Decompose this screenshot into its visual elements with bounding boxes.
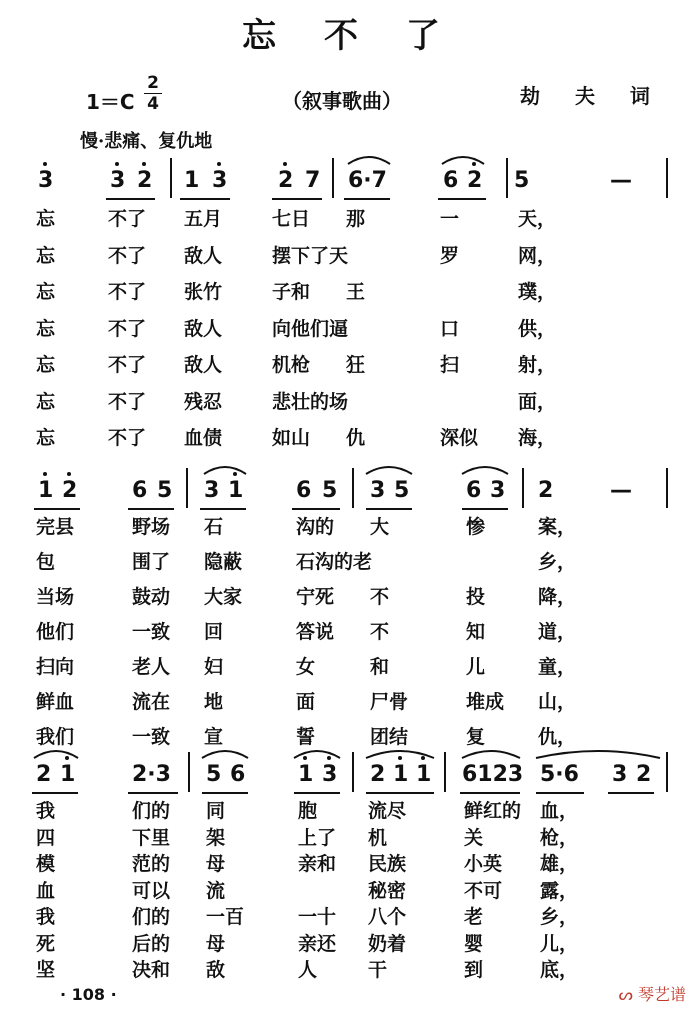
beam-line — [128, 792, 178, 794]
octave-dot — [303, 756, 307, 760]
lyric-syllable: 下里 — [132, 826, 171, 849]
lyric-syllable: 鼓动 — [132, 586, 171, 608]
lyric-syllable: 母 — [206, 853, 226, 875]
lyric-syllable: 儿， — [540, 932, 579, 955]
lyric-syllable: 枪， — [540, 826, 579, 849]
note: 3 — [370, 478, 386, 503]
note: 5 — [394, 478, 410, 503]
note: 1 — [60, 762, 76, 787]
lyric-syllable: 誓 — [296, 726, 316, 748]
lyric-syllable: 八个 — [368, 906, 407, 928]
slur — [202, 751, 248, 758]
bar-line — [352, 752, 354, 792]
bar-line — [352, 468, 354, 508]
lyric-syllable: 范的 — [132, 853, 171, 875]
lyric-syllable: 亲还 — [298, 932, 337, 955]
watermark-logo — [619, 982, 686, 1005]
lyric-syllable: 敌 — [206, 959, 226, 981]
note: 2 — [636, 762, 652, 787]
lyric-syllable: 面， — [518, 390, 557, 413]
lyric-syllable: 忘 — [36, 281, 56, 303]
lyric-syllable: 不了 — [108, 208, 147, 230]
lyric-syllable: 底， — [540, 959, 579, 981]
key-signature: 1＝C — [86, 90, 135, 114]
watermark-text: 琴艺谱 — [637, 985, 686, 1004]
beam-line — [366, 792, 434, 794]
bar-line — [666, 158, 668, 198]
lyric-syllable: 野场 — [132, 516, 171, 538]
lyric-syllable: 秘密 — [368, 879, 407, 902]
lyric-syllable: 沟的 — [296, 516, 335, 538]
lyric-syllable: 决和 — [132, 959, 171, 981]
lyric-syllable: 扫向 — [36, 656, 75, 678]
bar-line — [522, 468, 524, 508]
lyric-syllable: 仇 — [346, 427, 366, 449]
lyric-syllable: 如山 — [272, 427, 311, 449]
lyric-syllable: 不了 — [108, 244, 147, 267]
time-signature-top: 2 — [147, 73, 159, 93]
lyricist-credit: 劫 夫 词 — [520, 84, 664, 108]
note: 3 — [322, 762, 338, 787]
note: 6·7 — [348, 168, 387, 193]
lyric-syllable: 不了 — [108, 281, 147, 303]
watermark-icon: ᔕ — [618, 985, 633, 1004]
slur — [294, 751, 340, 758]
octave-dot — [115, 162, 119, 166]
lyric-syllable: 儿 — [466, 656, 486, 678]
lyric-syllable: 山， — [538, 691, 577, 713]
beam-line — [292, 508, 340, 510]
lyric-syllable: 不可 — [464, 879, 503, 902]
note: 2 — [137, 168, 153, 193]
lyric-syllable: 母 — [206, 932, 226, 955]
page-number: · 108 · — [60, 985, 117, 1004]
lyric-syllable: 鲜血 — [36, 691, 75, 713]
note: 5 — [206, 762, 222, 787]
lyric-syllable: 乡， — [538, 551, 577, 573]
octave-dot — [142, 162, 146, 166]
octave-dot — [67, 472, 71, 476]
note: — — [610, 168, 632, 193]
note: 3 — [110, 168, 126, 193]
slur — [442, 157, 484, 164]
lyric-syllable: 宣 — [204, 726, 224, 748]
octave-dot — [43, 472, 47, 476]
lyric-syllable: 网， — [518, 244, 557, 267]
note: 6 — [466, 478, 482, 503]
lyric-syllable: 我 — [36, 800, 56, 822]
lyric-syllable: 童， — [538, 656, 577, 678]
lyric-syllable: 团结 — [370, 726, 409, 748]
lyric-syllable: 案， — [538, 516, 577, 538]
lyric-syllable: 包 — [36, 551, 56, 573]
bar-line — [666, 752, 668, 792]
lyric-syllable: 答说 — [296, 621, 335, 643]
lyric-syllable: 回 — [204, 621, 224, 643]
lyric-syllable: 坚 — [36, 959, 56, 981]
lyric-syllable: 和 — [370, 656, 390, 678]
note: 6 — [230, 762, 246, 787]
lyric-syllable: 深似 — [440, 427, 479, 449]
lyric-syllable: 供， — [518, 317, 557, 340]
lyric-syllable: 老 — [464, 906, 484, 928]
lyric-syllable: 胞 — [298, 800, 318, 822]
lyric-syllable: 敌人 — [184, 244, 223, 267]
octave-dot — [217, 162, 221, 166]
lyric-syllable: 后的 — [132, 932, 171, 955]
octave-dot — [283, 162, 287, 166]
slur — [204, 467, 246, 474]
note: 5 — [322, 478, 338, 503]
lyric-syllable: 雄， — [540, 853, 579, 875]
lyric-syllable: 大 — [370, 516, 390, 538]
lyric-syllable: 乡， — [540, 906, 579, 928]
note: 2 — [538, 478, 554, 503]
note: 2 — [62, 478, 78, 503]
lyric-syllable: 面 — [296, 691, 316, 713]
lyric-syllable: 张竹 — [184, 281, 223, 303]
lyric-syllable: 狂 — [346, 354, 366, 376]
lyric-syllable: 忘 — [36, 244, 56, 267]
beam-line — [608, 792, 654, 794]
lyric-syllable: 婴 — [464, 932, 484, 955]
lyric-syllable: 一百 — [206, 906, 245, 928]
lyric-syllable: 五月 — [184, 208, 223, 230]
lyric-syllable: 不了 — [108, 390, 147, 413]
note: 1 — [298, 762, 314, 787]
lyric-syllable: 女 — [296, 656, 316, 678]
lyric-syllable: 摆下了天 — [272, 244, 349, 267]
lyric-syllable: 当场 — [36, 586, 75, 608]
lyric-syllable: 复 — [466, 726, 486, 748]
lyric-syllable: 敌人 — [184, 354, 223, 376]
lyric-syllable: 射， — [518, 354, 557, 376]
note: 2 — [467, 168, 483, 193]
lyric-syllable: 不了 — [108, 354, 147, 376]
lyric-syllable: 四 — [36, 826, 56, 849]
lyric-syllable: 天， — [518, 208, 557, 230]
note: 1 — [393, 762, 409, 787]
lyric-syllable: 子和 — [272, 281, 311, 303]
lyric-syllable: 堆成 — [466, 691, 505, 713]
lyric-syllable: 流 — [206, 879, 226, 902]
lyric-syllable: 那 — [346, 208, 366, 230]
lyric-syllable: 大家 — [204, 586, 243, 608]
note: 3 — [490, 478, 506, 503]
lyric-syllable: 石 — [204, 516, 224, 538]
lyric-syllable: 围了 — [132, 551, 171, 573]
beam-line — [200, 508, 246, 510]
lyric-syllable: 一 — [440, 208, 460, 230]
lyric-syllable: 一十 — [298, 906, 337, 928]
note: 5·6 — [540, 762, 579, 787]
note: 6 — [296, 478, 312, 503]
note: 2·3 — [132, 762, 171, 787]
bar-line — [170, 158, 172, 198]
lyric-syllable: 扫 — [440, 354, 460, 376]
lyric-syllable: 罗 — [440, 244, 460, 267]
lyric-syllable: 机枪 — [272, 354, 311, 376]
note: — — [610, 478, 632, 503]
lyric-syllable: 忘 — [36, 208, 56, 230]
beam-line — [460, 792, 520, 794]
lyric-syllable: 敌人 — [184, 317, 223, 340]
lyric-syllable: 血债 — [184, 427, 223, 449]
lyric-syllable: 一致 — [132, 621, 171, 643]
beam-line — [34, 508, 80, 510]
note: 1 — [416, 762, 432, 787]
bar-line — [506, 158, 508, 198]
beam-line — [536, 792, 584, 794]
lyric-syllable: 忘 — [36, 427, 56, 449]
lyric-syllable: 王 — [346, 281, 366, 303]
note: 3 — [204, 478, 220, 503]
tempo-marking: 慢·悲痛、复仇地 — [80, 131, 213, 152]
lyric-syllable: 上了 — [298, 826, 337, 849]
lyric-syllable: 不 — [370, 621, 390, 643]
note: 5 — [157, 478, 173, 503]
lyric-syllable: 口 — [440, 317, 460, 340]
slur — [462, 467, 508, 474]
lyric-syllable: 石沟的老 — [296, 551, 373, 573]
octave-dot — [43, 162, 47, 166]
lyric-syllable: 奶着 — [368, 932, 407, 955]
lyric-syllable: 干 — [368, 959, 388, 981]
lyric-syllable: 尸骨 — [370, 691, 409, 713]
slur — [348, 157, 390, 164]
bar-line — [444, 752, 446, 792]
lyric-syllable: 宁死 — [296, 586, 335, 608]
octave-dot — [65, 756, 69, 760]
lyric-syllable: 忘 — [36, 317, 56, 340]
lyric-syllable: 鲜红的 — [464, 800, 522, 822]
beam-line — [438, 198, 486, 200]
lyric-syllable: 忘 — [36, 390, 56, 413]
slur — [536, 751, 660, 758]
bar-line — [188, 752, 190, 792]
lyric-syllable: 完县 — [36, 516, 75, 538]
lyric-syllable: 降， — [538, 586, 577, 608]
beam-line — [462, 508, 508, 510]
lyric-syllable: 仇， — [538, 726, 577, 748]
genre-label: （叙事歌曲） — [282, 89, 402, 113]
lyric-syllable: 死 — [36, 932, 56, 955]
slur — [462, 751, 520, 758]
lyric-syllable: 血 — [36, 879, 56, 902]
note: 3 — [212, 168, 228, 193]
lyric-syllable: 人 — [298, 959, 318, 981]
lyric-syllable: 到 — [464, 959, 484, 981]
lyric-syllable: 一致 — [132, 726, 171, 748]
beam-line — [32, 792, 78, 794]
lyric-syllable: 露， — [540, 879, 579, 902]
time-signature — [144, 74, 162, 113]
lyric-syllable: 我们 — [36, 726, 75, 748]
lyric-syllable: 七日 — [272, 208, 311, 230]
lyric-syllable: 地 — [204, 691, 224, 713]
octave-dot — [421, 756, 425, 760]
lyric-syllable: 向他们逼 — [272, 317, 349, 340]
lyric-syllable: 海， — [518, 427, 557, 449]
time-signature-bottom: 4 — [147, 94, 159, 114]
lyric-syllable: 模 — [36, 853, 56, 875]
octave-dot — [472, 162, 476, 166]
lyric-syllable: 同 — [206, 800, 226, 822]
lyric-syllable: 不了 — [108, 317, 147, 340]
beam-line — [366, 508, 412, 510]
note: 2 — [36, 762, 52, 787]
lyric-syllable: 们的 — [132, 906, 171, 928]
lyric-syllable: 知 — [466, 621, 486, 643]
lyric-syllable: 不 — [370, 586, 390, 608]
lyric-syllable: 隐蔽 — [204, 551, 243, 573]
note: 3 — [38, 168, 54, 193]
beam-line — [128, 508, 174, 510]
note: 6 — [132, 478, 148, 503]
lyric-syllable: 们的 — [132, 800, 171, 822]
lyric-syllable: 不了 — [108, 427, 147, 449]
bar-line — [332, 158, 334, 198]
lyric-syllable: 道， — [538, 621, 577, 643]
lyric-syllable: 老人 — [132, 656, 171, 678]
bar-line — [186, 468, 188, 508]
beam-line — [106, 198, 155, 200]
lyric-syllable: 小英 — [464, 853, 503, 875]
beam-line — [202, 792, 248, 794]
octave-dot — [233, 472, 237, 476]
lyric-syllable: 流尽 — [368, 800, 407, 822]
lyric-syllable: 璞， — [518, 281, 557, 303]
lyric-syllable: 投 — [466, 586, 486, 608]
lyric-syllable: 架 — [206, 826, 226, 849]
lyric-syllable: 妇 — [204, 656, 224, 678]
note: 3 — [612, 762, 628, 787]
lyric-syllable: 民族 — [368, 853, 407, 875]
beam-line — [344, 198, 390, 200]
lyric-syllable: 我 — [36, 906, 56, 928]
bar-line — [666, 468, 668, 508]
lyric-syllable: 流在 — [132, 691, 171, 713]
octave-dot — [398, 756, 402, 760]
song-title: 忘 不 了 — [242, 16, 458, 56]
beam-line — [294, 792, 340, 794]
slur — [366, 467, 412, 474]
beam-line — [180, 198, 230, 200]
lyric-syllable: 惨 — [466, 516, 486, 538]
octave-dot — [327, 756, 331, 760]
note: 6123 — [462, 762, 524, 787]
lyric-syllable: 可以 — [132, 879, 171, 902]
note: 6 — [443, 168, 459, 193]
note: 1 — [184, 168, 200, 193]
lyric-syllable: 亲和 — [298, 853, 337, 875]
lyric-syllable: 血， — [540, 800, 579, 822]
lyric-syllable: 他们 — [36, 621, 75, 643]
note: 5 — [514, 168, 530, 193]
note: 2 — [370, 762, 386, 787]
beam-line — [272, 198, 322, 200]
note: 7 — [305, 168, 321, 193]
lyric-syllable: 残忍 — [184, 390, 223, 413]
slur — [34, 751, 78, 758]
note: 2 — [278, 168, 294, 193]
note: 1 — [228, 478, 244, 503]
lyric-syllable: 关 — [464, 826, 484, 849]
lyric-syllable: 忘 — [36, 354, 56, 376]
lyric-syllable: 悲壮的场 — [272, 390, 349, 413]
note: 1 — [38, 478, 54, 503]
lyric-syllable: 机 — [368, 826, 388, 849]
